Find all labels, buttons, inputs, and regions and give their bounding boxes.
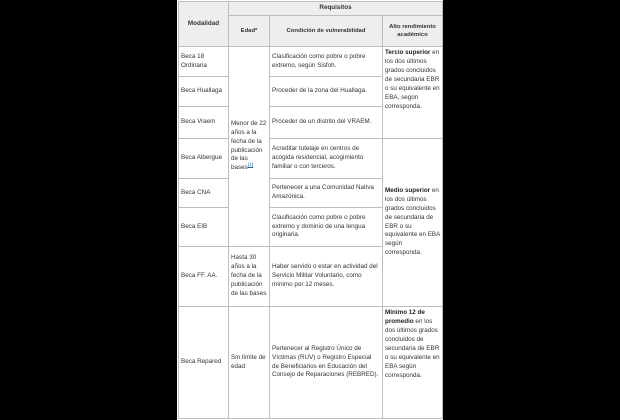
condicion-cell: Acreditar tutelaje en centros de acogida residencial, acogimiento familiar o con terceros.	[270, 139, 383, 179]
modalidad-cell: Beca Repared	[179, 307, 229, 419]
modalidad-cell: Beca Albergue	[179, 139, 229, 179]
academic-text: en los dos últimos grados concluidos de secundaria EBR o su equivalente en EBA, según corresponda.	[385, 49, 440, 110]
modalidad-cell: Beca FF. AA.	[179, 247, 229, 307]
age-cell	[229, 47, 270, 247]
modalidad-cell: Beca CNA	[179, 179, 229, 208]
header-edad: Edad*	[229, 16, 270, 47]
header-modalidad: Modalidad	[179, 2, 229, 47]
academic-cell	[383, 47, 443, 139]
academic-text: en los dos últimos grados concluidos de secundaria de EBR o su equivalente en EBA según corresponda.	[385, 317, 440, 379]
condicion-cell: Proceder de un distrito del VRAEM.	[270, 107, 383, 139]
academic-cell	[383, 139, 443, 307]
academic-bold: Tercio superior	[385, 49, 431, 56]
condicion-cell: Clasificación como pobre o pobre extremo y dominio de una lengua originaria.	[270, 208, 383, 247]
table-row	[179, 139, 443, 179]
modalidad-cell: Beca Vraem	[179, 107, 229, 139]
age-cell: Sin límite de edad	[229, 307, 270, 419]
header-condicion: Condición de vulnerabilidad	[270, 16, 383, 47]
requirements-table	[178, 1, 443, 419]
header-requisitos: Requisitos	[229, 2, 443, 16]
academic-bold: Mínimo 12 de promedio	[385, 309, 425, 325]
modalidad-cell: Beca EIB	[179, 208, 229, 247]
academic-cell	[383, 307, 443, 419]
age-cell: Hasta 30 años a la fecha de la publicación de las bases	[229, 247, 270, 307]
condicion-cell: Clasificación como pobre o pobre extremo, según Sisfoh.	[270, 47, 383, 77]
condicion-cell: Pertenecer al Registro Único de Víctimas (RUV) o Registro Especial de Beneficiarios en Educación del Consejo de Reparaciones (REBRED).	[270, 307, 383, 419]
modalidad-cell: Beca Huallaga	[179, 77, 229, 107]
table-row	[179, 307, 443, 419]
footnote-link[interactable]: [1]	[247, 163, 254, 169]
age-text: Menor de 22 años a la fecha de la publicación de las bases	[231, 119, 267, 172]
modalidad-cell: Beca 18 Ordinaria	[179, 47, 229, 77]
academic-bold: Medio superior	[385, 186, 431, 194]
table-row	[179, 47, 443, 77]
academic-text: en los dos últimos grados concluidos de secundaria de EBR o su equivalente en EBA según corresponda.	[385, 186, 440, 257]
header-alto-rendimiento: Alto rendimiento académico	[383, 16, 443, 47]
condicion-cell: Haber servido o estar en actividad del Servicio Militar Voluntario, como mínimo por 12 meses.	[270, 247, 383, 307]
document-page	[177, 0, 443, 420]
header-row-1	[179, 2, 443, 16]
condicion-cell: Proceder de la zona del Huallaga.	[270, 77, 383, 107]
condicion-cell: Pertenecer a una Comunidad Nativa Amazónica.	[270, 179, 383, 208]
